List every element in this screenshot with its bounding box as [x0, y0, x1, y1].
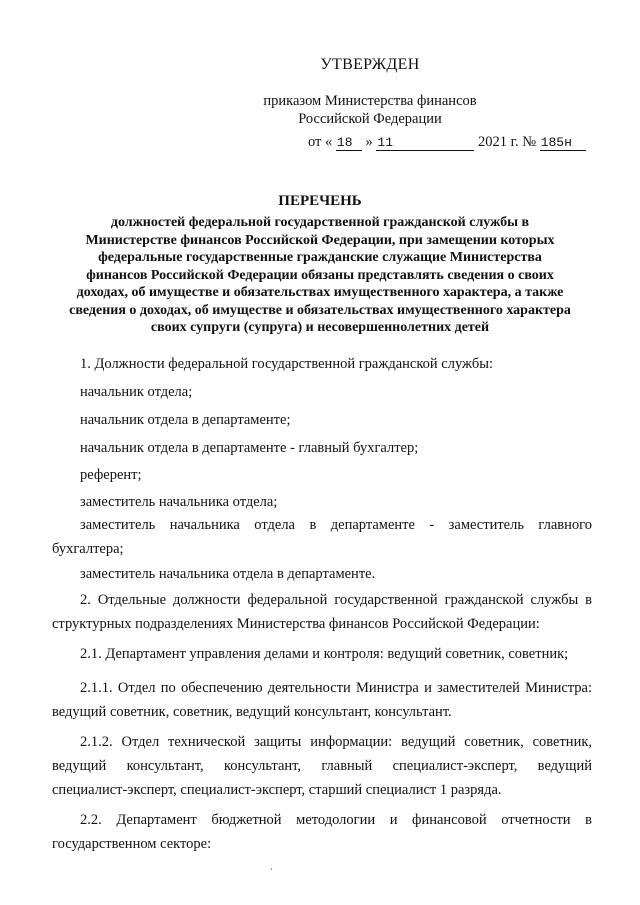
scan-speck: ʻ — [270, 866, 273, 876]
section-2-title-line-1: 2. Отдельные должности федеральной государственной гражданской службы в — [80, 592, 592, 608]
section-1-item: начальник отдела в департаменте - главный бухгалтер; — [80, 440, 419, 456]
approval-order-line-1: приказом Министерства финансов — [263, 93, 477, 109]
subtitle-line: федеральные государственные гражданские служащие Министерства — [98, 250, 542, 265]
section-2-1: 2.1. Департамент управления делами и контроля: ведущий советник, советник; — [80, 646, 569, 662]
section-1-item: начальник отдела в департаменте; — [80, 412, 291, 428]
section-2-2-line-2: государственном секторе: — [52, 836, 212, 852]
date-year-number-label: 2021 г. № — [478, 134, 537, 150]
approval-date-line — [308, 134, 586, 151]
document-title: ПЕРЕЧЕНЬ — [278, 193, 362, 209]
section-1-item: референт; — [80, 467, 142, 483]
section-1-item: заместитель начальника отдела; — [80, 494, 278, 510]
date-month: 11 — [376, 135, 474, 151]
date-prefix: от « — [308, 134, 333, 150]
date-day: 18 — [336, 135, 362, 151]
section-1-item-6-line-1: заместитель начальника отдела в департаменте - заместитель главного — [80, 517, 592, 533]
subtitle-line: должностей федеральной государственной гражданской службы в — [110, 215, 530, 230]
section-2-1-2-line-1: 2.1.2. Отдел технической защиты информации: ведущий советник, советник, — [80, 734, 592, 750]
section-1-item: заместитель начальника отдела в департаменте. — [80, 566, 376, 582]
approval-order-line-2: Российской Федерации — [298, 111, 442, 127]
subtitle-line: своих супруги (супруга) и несовершеннолетних детей — [150, 320, 490, 335]
section-2-1-2-line-2: ведущий консультант, консультант, главный специалист-эксперт, ведущий — [52, 758, 592, 774]
subtitle-line: доходах, об имуществе и обязательствах имущественного характера, а также — [76, 285, 564, 300]
subtitle-line: финансов Российской Федерации обязаны представлять сведения о своих — [86, 267, 554, 283]
section-1-title: 1. Должности федеральной государственной гражданской службы: — [80, 356, 494, 372]
section-2-2-line-1: 2.2. Департамент бюджетной методологии и финансовой отчетности в — [80, 812, 592, 828]
approval-stamp-title: УТВЕРЖДЕН — [320, 56, 420, 73]
section-1-item: начальник отдела; — [80, 384, 193, 400]
date-quote-close: » — [365, 134, 373, 150]
document-subtitle — [40, 214, 600, 337]
order-number: 185н — [540, 135, 586, 151]
section-2-1-1-line-1: 2.1.1. Отдел по обеспечению деятельности Министра и заместителей Министра: — [80, 680, 592, 696]
section-1-item-6-line-2: бухгалтера; — [52, 541, 124, 557]
section-2-1-2-line-3: специалист-эксперт, специалист-эксперт, старший специалист 1 разряда. — [52, 782, 502, 798]
subtitle-line: сведения о доходах, об имуществе и обязательствах имущественного характера — [69, 302, 571, 318]
section-2-title-line-2: структурных подразделениях Министерства финансов Российской Федерации: — [52, 616, 540, 632]
section-2-1-1-line-2: ведущий советник, советник, ведущий консультант, консультант. — [52, 704, 452, 720]
subtitle-line: Министерстве финансов Российской Федерации, при замещении которых — [85, 232, 555, 248]
